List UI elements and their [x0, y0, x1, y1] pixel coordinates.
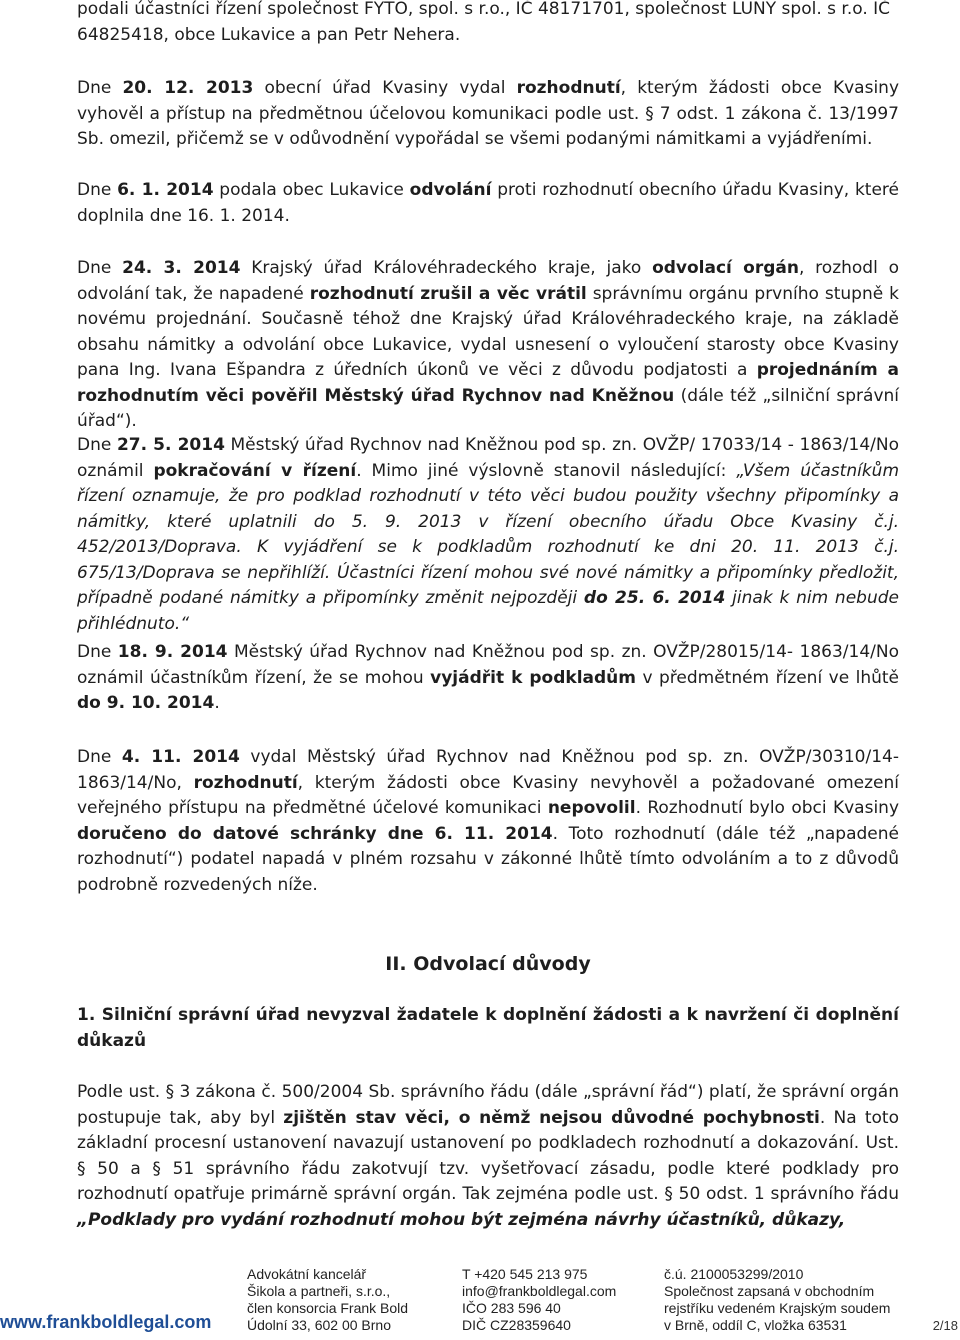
text: . [214, 693, 220, 713]
emphasis: rozhodnutí zrušil a věc vrátil [309, 283, 587, 304]
paragraph-intro [77, 0, 899, 48]
text: Dne [77, 258, 123, 278]
date: 6. 1. 2014 [117, 180, 214, 200]
deadline: do 25. 6. 2014 [583, 588, 726, 608]
subsection-title: 1. Silniční správní úřad nevyzval žadatele k doplnění žádosti a k navržení či doplnění důkazů [77, 1005, 899, 1051]
footer-line: Advokátní kancelář [247, 1266, 367, 1282]
section-title: II. Odvolací důvody [385, 953, 591, 975]
text: Dne [77, 747, 122, 767]
quotation: „Všem účastníkům řízení oznamuje, že pro podklad rozhodnutí v této věci budou použity všechny připomínky a námitky, které uplatnili do 5. 9. 2013 v řízení obecního úřadu Obce Kvasiny č.j. 452/2013/Doprava. K vyjádření se k podkladům rozhodnutí ke dni 20. 11. 2013 č.j. 675/13/Doprava se nepřihlíží. Účastníci řízení mohou své nové námitky a připomínky předložit, případně podané námitky a připomínky změnit nejpozději [77, 460, 900, 608]
text: Městský úřad Rychnov nad Kněžnou pod sp. zn. OVŽP/ 17033/14 - 1863/14/No oznámil [77, 435, 899, 481]
text: Dne [77, 642, 118, 662]
emphasis: odvolací orgán [652, 258, 799, 278]
page-number: 2/18 [932, 1318, 958, 1333]
page-footer [0, 1262, 960, 1340]
footer-line: info@frankboldlegal.com [462, 1283, 617, 1299]
text: vydal Městský úřad Rychnov nad Kněžnou pod sp. zn. OVŽP/30310/14- 1863/14/No, [77, 747, 899, 793]
text: Dne [77, 435, 117, 455]
footer-firm [247, 1266, 408, 1334]
text: (dále též „silniční správní úřad“). [77, 385, 899, 431]
emphasis: doručeno do datové schránky dne 6. 11. 2014 [77, 823, 553, 844]
text: proti rozhodnutí obecního úřadu Kvasiny, které doplnila dne 16. 1. 2014. [77, 180, 900, 226]
footer-line: DIČ CZ28359640 [462, 1317, 571, 1333]
date: 20. 12. 2013 [122, 78, 254, 98]
text: Dne [77, 180, 118, 200]
deadline: do 9. 10. 2014 [77, 693, 215, 713]
text: správnímu orgánu prvního stupně k novému projednání. Současně téhož dne Krajský úřad Královéhradeckého kraje, na základě obsahu námitky a odvolání obce Lukavice, vydal usnesení o vyloučení starosty obce Kvasiny pana Ing. Ivana Ešpandra z úředních úkonů ve věci z důvodu podjatosti a [77, 283, 899, 380]
footer-registry [664, 1266, 890, 1334]
date: 27. 5. 2014 [116, 435, 225, 455]
text: . Mimo jiné výslovně stanovil následující: [356, 460, 737, 481]
date: 4. 11. 2014 [121, 747, 240, 767]
emphasis: rozhodnutí [193, 772, 298, 793]
text: obecní úřad Kvasiny vydal [253, 78, 517, 98]
emphasis: zjištěn stav věci, o němž nejsou důvodné pochybnosti [283, 1107, 820, 1128]
emphasis: vyjádřit k podkladům [430, 667, 636, 688]
text: Městský úřad Rychnov nad Kněžnou pod sp. zn. OVŽP/28015/14- 1863/14/No oznámil účastníkům řízení, že se mohou [77, 642, 899, 688]
text: . Toto rozhodnutí (dále též „napadené rozhodnutí“) podatel napadá v plném rozsahu v zákonné lhůtě tímto odvoláním a to z důvodů podrobně rozvedených níže. [77, 823, 899, 895]
text: Krajský úřad Královéhradeckého kraje, jako [240, 258, 653, 278]
emphasis: rozhodnutí [516, 78, 621, 98]
footer-line: T +420 545 213 975 [462, 1266, 588, 1282]
text: . Rozhodnutí bylo obci Kvasiny [635, 798, 900, 818]
quotation: jinak k nim nebude přihlédnuto.“ [77, 588, 899, 634]
footer-contact [462, 1266, 616, 1334]
text: podali účastníci řízení společnost FYTO, spol. s r.o., IČ 48171701, společnost LUNY spol. s r.o. IČ [77, 0, 891, 19]
paragraph-20-12-2013 [77, 76, 899, 153]
emphasis: odvolání [409, 180, 492, 200]
footer-line: rejstříku vedeném Krajským soudem [664, 1300, 891, 1316]
paragraph-18-9-2014 [77, 640, 899, 717]
footer-line: IČO 283 596 40 [462, 1300, 561, 1316]
paragraph-4-11-2014 [77, 745, 899, 898]
footer-line: člen konsorcia Frank Bold [247, 1300, 409, 1316]
text: , rozhodl o odvolání tak, že napadené [77, 258, 899, 304]
text: Dne [77, 78, 123, 98]
date: 18. 9. 2014 [117, 642, 228, 662]
text: 64825418, obce Lukavice a pan Petr Nehera. [77, 24, 461, 45]
paragraph-6-1-2014 [77, 178, 899, 229]
text: podala obec Lukavice [213, 180, 410, 200]
paragraph-legal-basis [77, 1080, 899, 1233]
paragraph-24-3-2014 [77, 256, 899, 435]
footer-line: Šikola a partneři, s.r.o., [247, 1283, 391, 1299]
footer-line: č.ú. 2100053299/2010 [664, 1266, 804, 1282]
text: Podle ust. § 3 zákona č. 500/2004 Sb. správního řádu (dále „správní řád“) platí, že správní orgán postupuje tak, aby byl [77, 1082, 899, 1128]
footer-line: v Brně, oddíl C, vložka 63531 [664, 1317, 847, 1333]
quotation: „Podklady pro vydání rozhodnutí mohou být zejména návrhy účastníků, důkazy, [77, 1209, 846, 1230]
emphasis: nepovolil [547, 798, 636, 818]
paragraph-27-5-2014-body [77, 433, 899, 637]
date: 24. 3. 2014 [122, 258, 241, 278]
footer-line: Údolní 33, 602 00 Brno [247, 1317, 391, 1333]
emphasis: projednáním a rozhodnutím věci pověřil Městský úřad Rychnov nad Kněžnou [77, 360, 899, 406]
text: . Na toto základní procesní ustanovení navazují ustanovení po podkladech rozhodnutí a dokazování. Ust. § 50 a § 51 správního řádu zakotvují tzv. vyšetřovací zásadu, podle které podklady pro rozhodnutí opatřuje primárně správní orgán. Tak zejména podle ust. § 50 odst. 1 správního řádu [77, 1107, 900, 1204]
text: , kterým žádosti obce Kvasiny vyhověl a přístup na předmětnou účelovou komunikaci podle ust. § 7 odst. 1 zákona č. 13/1997 Sb. omezil, přičemž se v odůvodnění vypořádal se všemi podanými námitkami a vyjádřeními. [77, 78, 899, 149]
text: , kterým žádosti obce Kvasiny nevyhověl a požadované omezení veřejného přístupu na předmětné účelové komunikaci [77, 772, 899, 818]
footer-line: Společnost zapsaná v obchodním [664, 1283, 875, 1299]
emphasis: pokračování v řízení [153, 460, 357, 481]
text: v předmětném řízení ve lhůtě [635, 667, 900, 688]
website-link[interactable]: www.frankboldlegal.com [0, 1312, 212, 1332]
